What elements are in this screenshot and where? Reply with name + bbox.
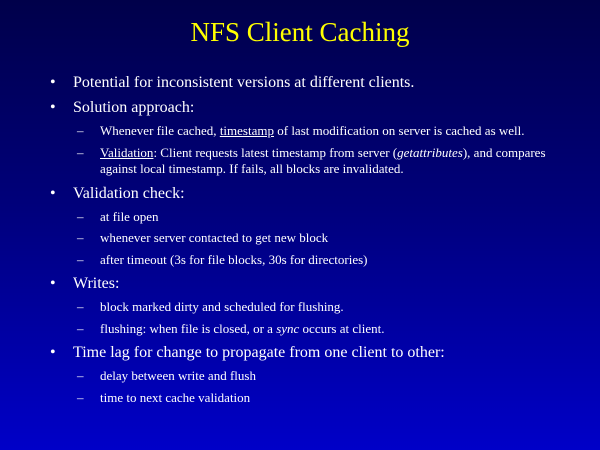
subitem-text-pre: : Client requests latest timestamp from server (: [153, 144, 398, 160]
dash-marker: –: [77, 251, 84, 267]
bullet-text: Validation check:: [73, 184, 185, 202]
subitem-text-post: occurs at client.: [299, 320, 385, 336]
bullet-time-lag: [0, 342, 600, 363]
bullet-validation-check: [0, 183, 600, 204]
bullet-writes: [0, 273, 600, 294]
term-timestamp: timestamp: [219, 123, 274, 138]
subitem-timeout: [0, 252, 600, 269]
solution-subitems: [0, 123, 600, 178]
dash-marker: –: [77, 123, 84, 138]
subitem-next-validation: [0, 390, 600, 407]
subitem-text: at file open: [100, 208, 159, 224]
dash-marker: –: [77, 368, 84, 383]
writes-subitems: [0, 299, 600, 337]
subitem-file-open: [0, 209, 600, 226]
bullet-marker: •: [50, 344, 56, 361]
subitem-text-pre: flushing: when file is closed, or a: [100, 320, 277, 336]
bullet-text: Time lag for change to propagate from one client to other:: [73, 344, 445, 361]
dash-marker: –: [77, 208, 84, 224]
dash-marker: –: [77, 320, 84, 336]
subitem-block-dirty: [0, 299, 600, 316]
subitem-text-post: of last modification on server is cached as well.: [273, 123, 525, 138]
subitem-text-post: ), and compares against local timestamp. If fails, all blocks are invalidated.: [100, 144, 546, 176]
subitem-text: time to next cache validation: [100, 389, 251, 405]
bullet-solution-approach: [0, 97, 600, 118]
bullet-marker: •: [50, 99, 56, 116]
dash-marker: –: [77, 299, 84, 314]
subitem-text: whenever server contacted to get new block: [100, 230, 329, 245]
dash-marker: –: [77, 230, 84, 245]
subitem-text: block marked dirty and scheduled for flushing.: [100, 299, 344, 314]
term-validation: Validation: [100, 144, 154, 160]
bullet-text: Potential for inconsistent versions at different clients.: [73, 74, 415, 91]
bullet-inconsistent-versions: [0, 72, 600, 93]
bullet-text: Solution approach:: [73, 99, 195, 116]
term-sync: sync: [276, 320, 300, 336]
subitem-text-pre: Whenever file cached,: [100, 123, 220, 138]
bullet-marker: •: [50, 275, 56, 292]
subitem-server-contacted: [0, 230, 600, 247]
term-getattributes: getattributes: [397, 144, 463, 160]
subitem-flushing: [0, 321, 600, 338]
bullet-marker: •: [50, 74, 56, 91]
subitem-validation: [0, 145, 600, 178]
subitem-text: delay between write and flush: [100, 368, 256, 383]
subitem-text: after timeout (3s for file blocks, 30s for directories): [100, 251, 368, 267]
dash-marker: –: [77, 389, 84, 405]
subitem-timestamp-cached: [0, 123, 600, 140]
subitem-write-flush-delay: [0, 368, 600, 385]
bullet-marker: •: [50, 184, 56, 202]
time-lag-subitems: [0, 368, 600, 406]
validation-subitems: [0, 209, 600, 269]
bullet-text: Writes:: [73, 275, 120, 292]
slide-title: NFS Client Caching: [190, 17, 410, 47]
dash-marker: –: [77, 144, 84, 160]
slide-content: [0, 72, 600, 411]
